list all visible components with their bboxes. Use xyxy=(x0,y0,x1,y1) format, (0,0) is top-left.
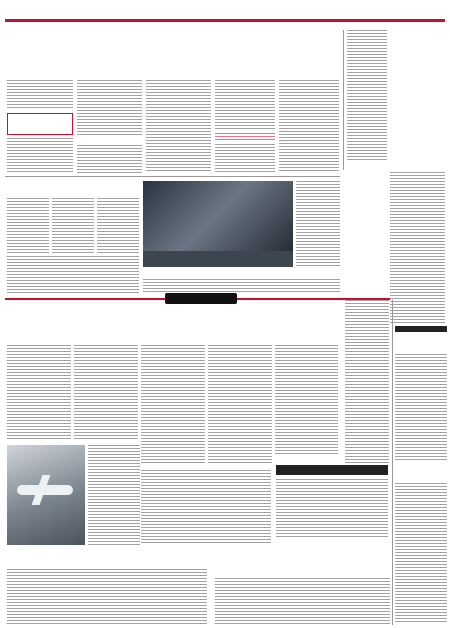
bottom-left-text xyxy=(7,569,207,624)
lead-sidebar-box xyxy=(7,113,73,135)
lead-text-col4-red xyxy=(215,133,275,141)
side-item1-text xyxy=(395,354,447,460)
ent-col6 xyxy=(345,300,389,465)
land-text-col2 xyxy=(52,198,94,254)
mid-text-right xyxy=(276,479,388,539)
side-item2-text xyxy=(395,483,447,623)
ent-col2 xyxy=(74,345,138,440)
airport-photo xyxy=(7,445,85,545)
lead-text-col2b xyxy=(77,145,142,173)
mid-text-upper xyxy=(141,470,271,545)
ent-col1 xyxy=(7,345,71,440)
essay-text-right xyxy=(390,172,445,324)
land-text-col1 xyxy=(7,198,49,254)
masthead-rule xyxy=(5,19,445,22)
essay-text-left xyxy=(347,30,387,160)
lead-text-col3 xyxy=(146,80,211,173)
airport-caption xyxy=(88,445,140,545)
land-text-col3 xyxy=(97,198,139,254)
land-text-bottom xyxy=(7,256,139,293)
photo-story-text xyxy=(143,279,340,293)
lead-text-col4 xyxy=(215,80,275,130)
enterprise-band xyxy=(165,293,237,304)
lead-text-col4b xyxy=(215,144,275,173)
essay-block xyxy=(390,30,445,168)
ent-col5 xyxy=(275,345,338,455)
photo-caption-text xyxy=(296,181,340,267)
lead-text-col1 xyxy=(7,80,73,110)
lead-text-col5 xyxy=(279,80,339,173)
lead-text-col2 xyxy=(77,80,142,135)
ent-col4 xyxy=(208,345,272,465)
mid-text-lower xyxy=(215,578,390,624)
ent-col3 xyxy=(141,345,205,465)
subway-photo xyxy=(143,181,293,267)
side-band xyxy=(395,326,447,332)
lead-text-col1b xyxy=(7,138,73,172)
mid-tag-band xyxy=(276,465,388,475)
